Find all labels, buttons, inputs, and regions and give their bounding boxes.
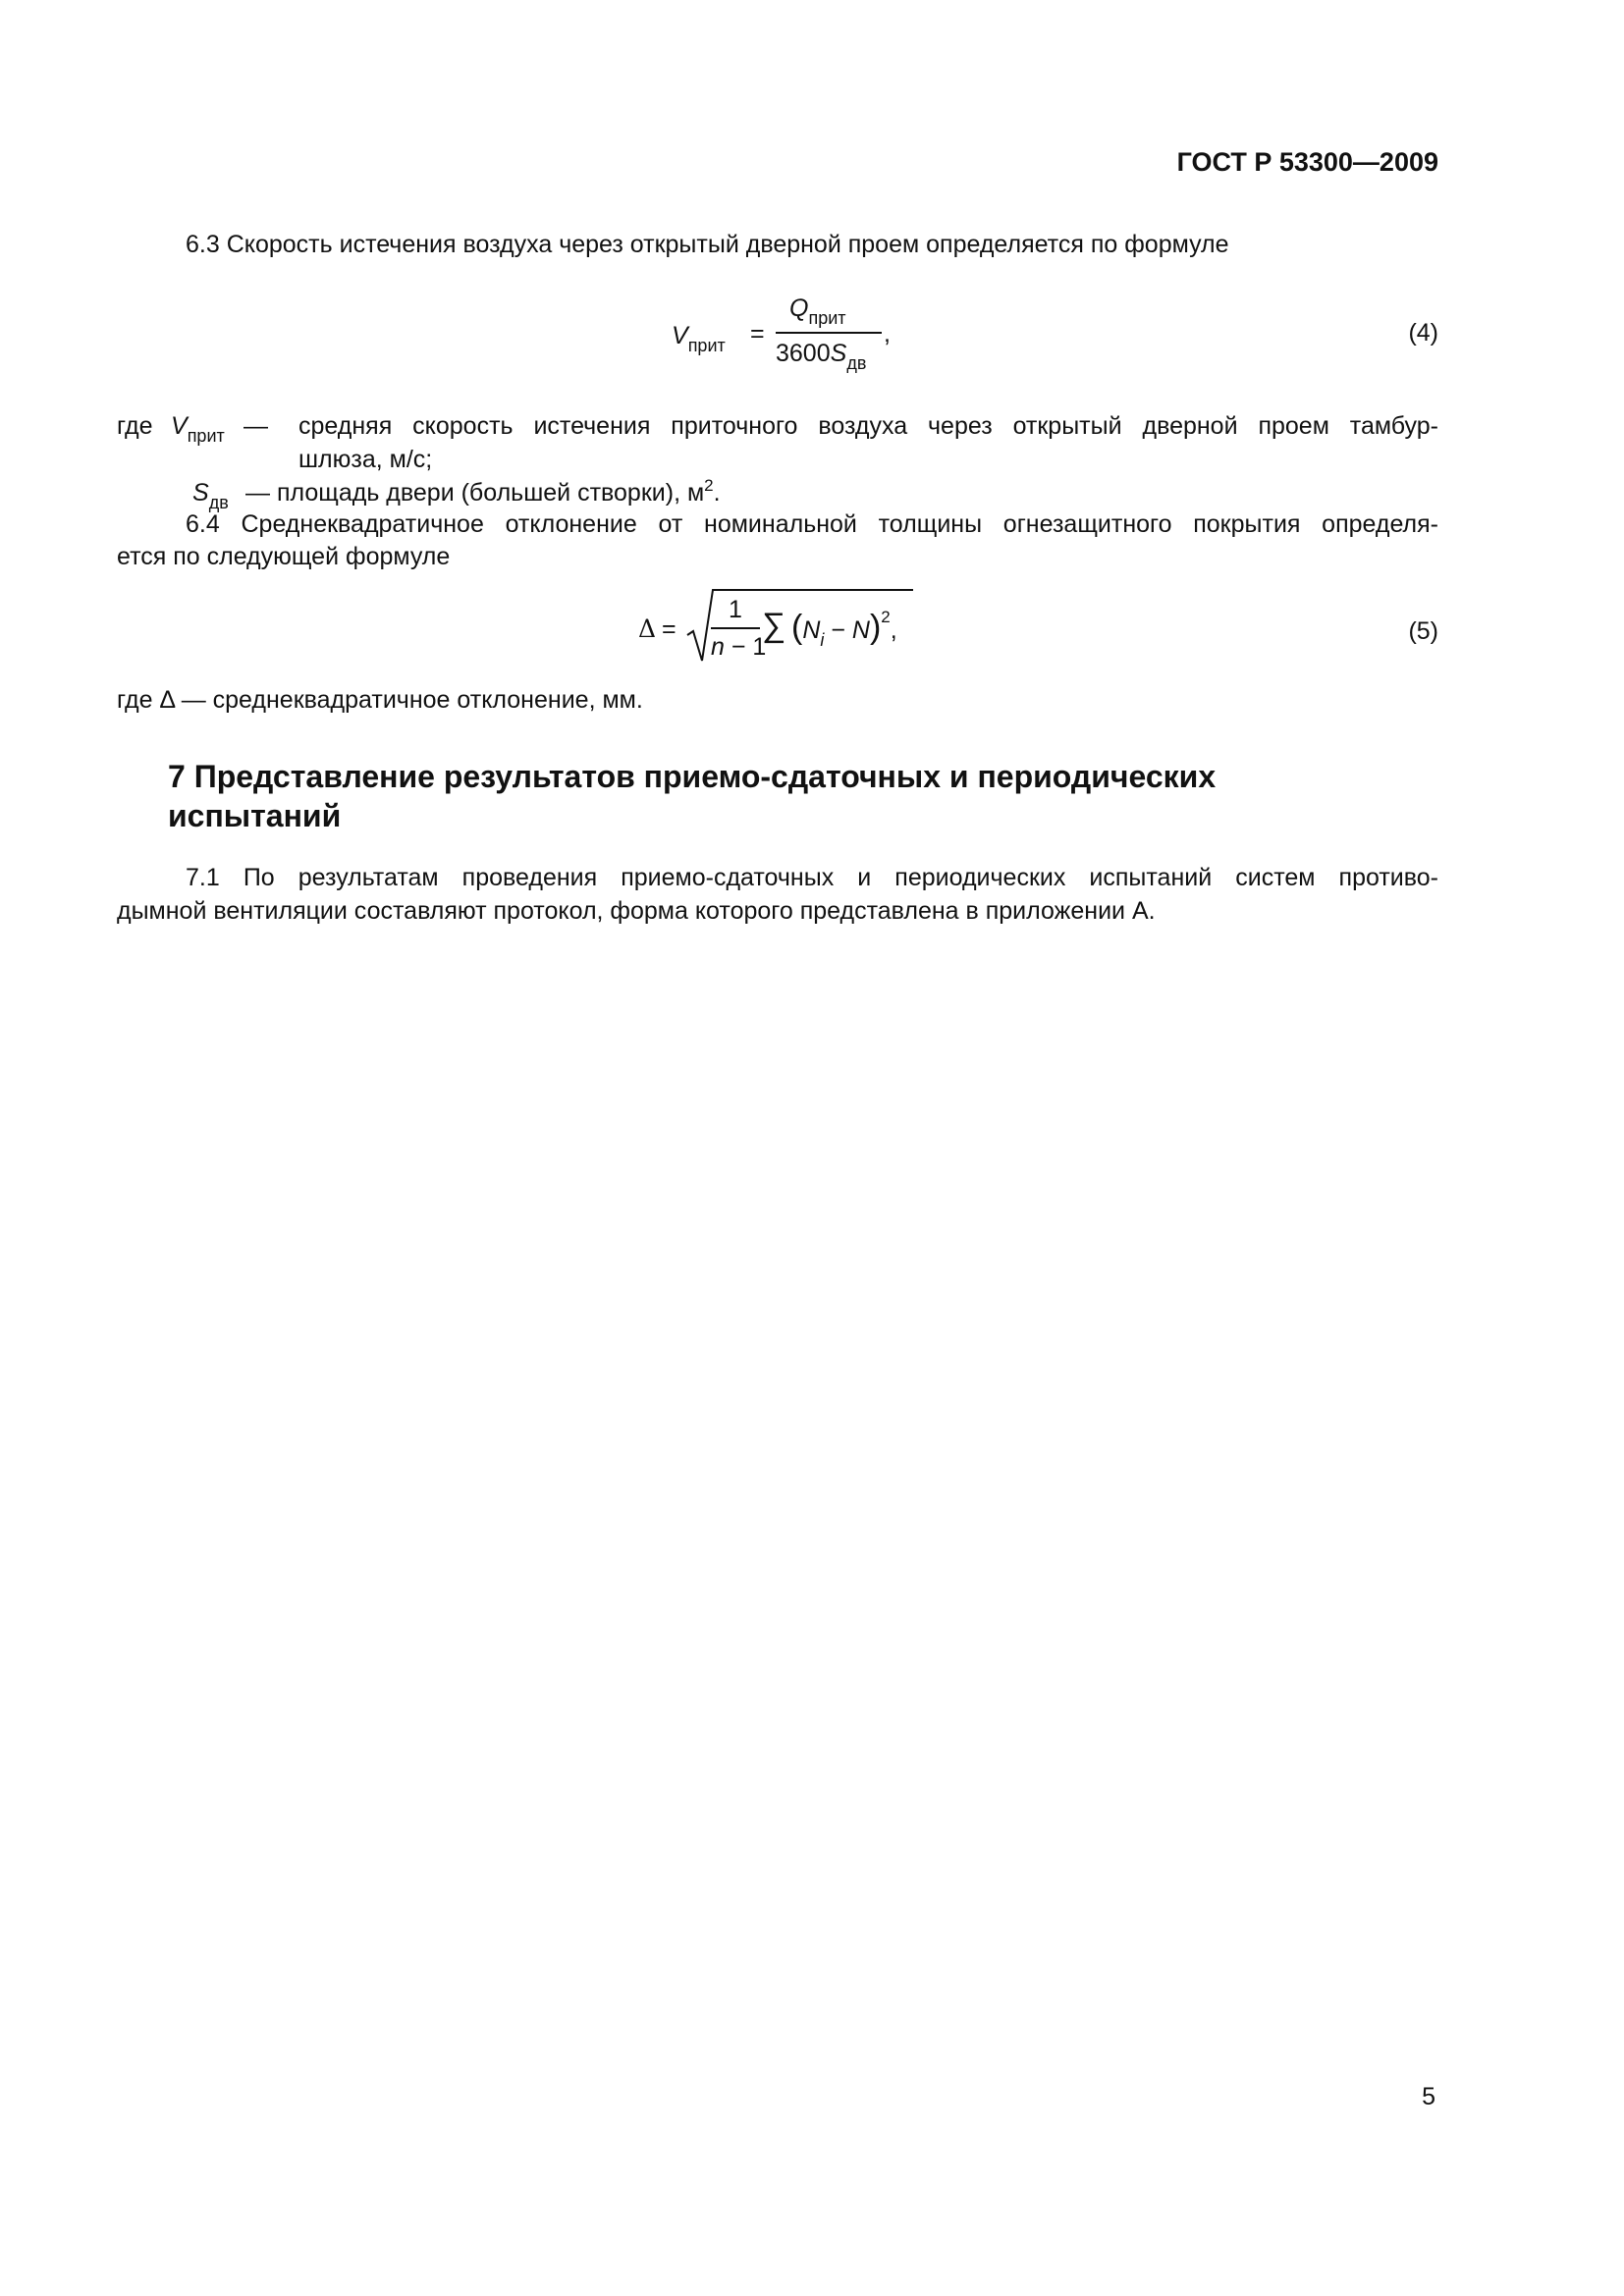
formula-5-num: 1: [729, 596, 742, 623]
formula-4-lhs-sub: прит: [687, 336, 726, 355]
formula-4-den-sub: дв: [846, 353, 867, 373]
formula-5-n2: N: [851, 616, 870, 644]
formula-5-den-rest: − 1: [724, 633, 767, 661]
formula-5-fraction-bar: [711, 627, 760, 629]
paragraph-6-4-line-2: ется по следующей формуле: [117, 543, 451, 570]
where-var-s-sub: дв: [208, 493, 229, 512]
section-7-title-line-2: испытаний: [168, 798, 342, 833]
formula-4-num-sub: прит: [808, 308, 846, 328]
where-desc-2-sup: 2: [704, 476, 714, 495]
formula-5-sup: 2: [881, 608, 891, 626]
where-desc-1-line-2: шлюза, м/с;: [298, 446, 433, 473]
formula-4-number: (4): [1408, 319, 1438, 347]
formula-4-num-var: Q: [789, 294, 809, 322]
formula-5-comma: ,: [890, 616, 897, 644]
paragraph-6-4-line-1: 6.4 Среднеквадратичное отклонение от номинальной толщины огнезащитного покрытия определя-: [186, 510, 1438, 538]
where-label-1: где: [117, 412, 153, 440]
formula-5-equals: =: [662, 615, 677, 643]
where-var-s: S: [192, 479, 209, 507]
formula-4-equals: =: [750, 320, 765, 347]
formula-5-minus: −: [824, 616, 852, 644]
where-delta-desc: где Δ — среднеквадратичное отклонение, мм.: [117, 686, 643, 714]
where-desc-1-line-1: средняя скорость истечения приточного воздуха через открытый дверной проем тамбур-: [298, 412, 1438, 440]
page-number: 5: [1422, 2083, 1435, 2110]
formula-5-number: (5): [1408, 617, 1438, 645]
paragraph-7-1-line-2: дымной вентиляции составляют протокол, форма которого представлена в приложении А.: [117, 897, 1156, 925]
formula-5-sum: ∑: [762, 607, 786, 644]
formula-4-comma: ,: [884, 320, 891, 347]
where-var-v: V: [171, 412, 188, 440]
formula-4-lhs-var: V: [672, 322, 688, 349]
formula-5-rparen: ): [869, 609, 882, 646]
section-7-title-line-1: 7 Представление результатов приемо-сдаточных и периодических: [168, 759, 1217, 794]
formula-5-lparen: (: [791, 609, 803, 646]
formula-5-delta: Δ: [638, 614, 657, 643]
where-dash-1: —: [244, 412, 268, 440]
formula-5-ni: N: [802, 616, 821, 644]
where-var-v-sub: прит: [187, 426, 225, 446]
formula-4: [672, 293, 907, 381]
formula-5-ni-sub: i: [820, 630, 825, 650]
where-desc-2-end: .: [713, 479, 721, 507]
paragraph-7-1-line-1: 7.1 По результатам проведения приемо-сдаточных и периодических испытаний систем противо-: [186, 864, 1438, 891]
document-id: ГОСТ Р 53300—2009: [1176, 147, 1438, 177]
formula-4-den-const: 3600: [776, 340, 831, 367]
paragraph-6-3: 6.3 Скорость истечения воздуха через открытый дверной проем определяется по формуле: [186, 231, 1229, 258]
formula-5-den-n: n: [711, 633, 725, 661]
formula-4-fraction-bar: [776, 332, 882, 334]
where-dash-2: —: [245, 479, 270, 507]
where-desc-2: площадь двери (большей створки), м: [276, 479, 705, 507]
formula-4-den-var: S: [830, 340, 847, 367]
formula-5: [638, 584, 933, 672]
